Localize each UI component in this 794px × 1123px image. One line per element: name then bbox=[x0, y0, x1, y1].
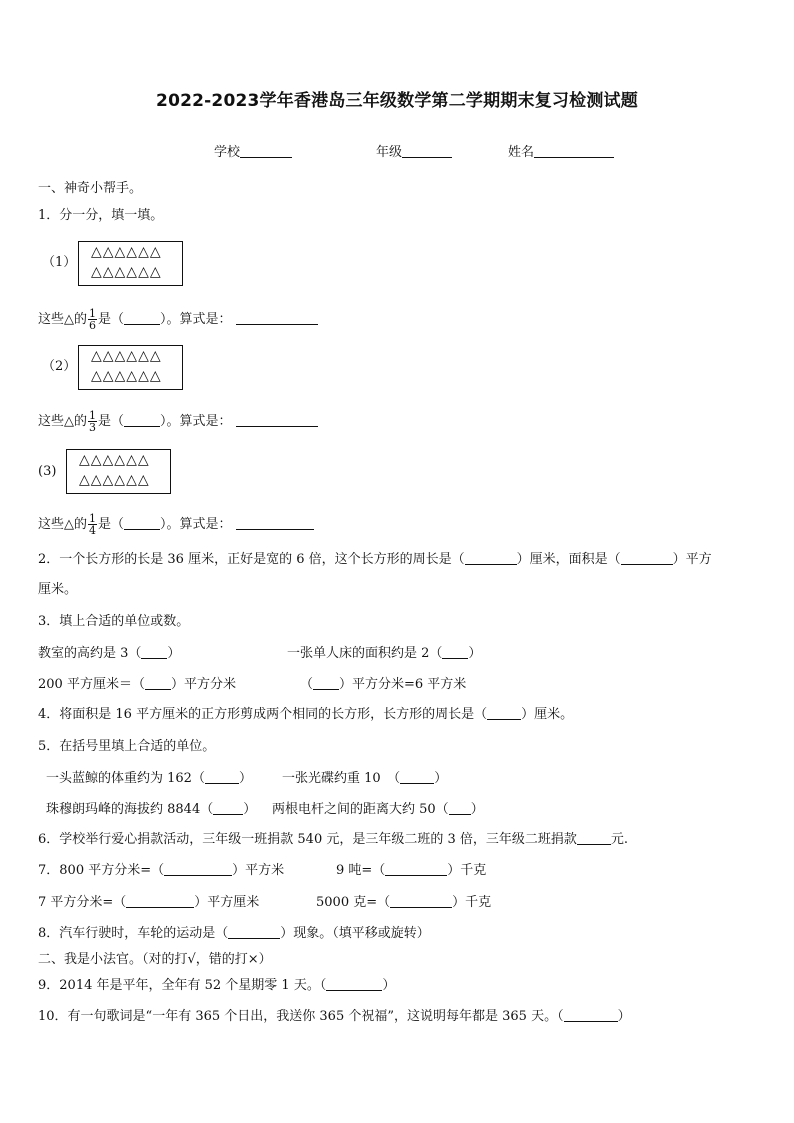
q5-b2-end: ） bbox=[470, 802, 484, 817]
answer-blank[interactable] bbox=[385, 863, 447, 876]
q2-line2: 厘米。 bbox=[38, 582, 78, 597]
section2-heading: 二、我是小法官。（对的打√，错的打×） bbox=[38, 952, 272, 967]
q7-b1-text: 7 平方分米=（ bbox=[38, 895, 127, 910]
grade-blank[interactable] bbox=[402, 144, 452, 158]
q5-item-b1 bbox=[46, 801, 256, 819]
q3-stem: 3．填上合适的单位或数。 bbox=[38, 614, 190, 629]
answer-blank[interactable] bbox=[228, 926, 280, 939]
school-label: 学校 bbox=[214, 145, 241, 160]
q7-item-b1 bbox=[38, 894, 259, 912]
q5-a1-text: 一头蓝鲸的体重约为 162（ bbox=[46, 771, 205, 786]
fraction-denominator: 4 bbox=[89, 524, 96, 537]
q5-stem: 5．在括号里填上合适的单位。 bbox=[38, 739, 216, 754]
answer-blank[interactable] bbox=[400, 771, 434, 784]
q1-part1-label: （1） bbox=[42, 255, 77, 270]
answer-blank[interactable] bbox=[126, 895, 194, 908]
q7-item-a2 bbox=[336, 862, 486, 880]
answer-blank[interactable] bbox=[141, 646, 167, 659]
q5-item-b2 bbox=[272, 801, 484, 819]
answer-blank[interactable] bbox=[564, 1009, 618, 1022]
triangle-box-3 bbox=[66, 449, 171, 494]
answer-blank[interactable] bbox=[449, 802, 471, 815]
q9 bbox=[38, 977, 395, 995]
q10 bbox=[38, 1008, 631, 1026]
answer-blank[interactable] bbox=[442, 646, 468, 659]
fraction bbox=[88, 410, 97, 433]
q7-a2-end: ）千克 bbox=[447, 863, 487, 878]
q2-text-c: ）平方 bbox=[672, 552, 712, 567]
q8 bbox=[38, 925, 430, 943]
answer-blank[interactable] bbox=[124, 517, 160, 530]
name-field bbox=[508, 141, 614, 160]
q3-b1-text: 200 平方厘米＝（ bbox=[38, 677, 145, 692]
grade-field bbox=[376, 141, 452, 160]
q-after: ）。算式是： bbox=[160, 312, 232, 327]
triangle-box-2 bbox=[78, 345, 183, 390]
q8-text-b: ）现象。（填平移或旋转） bbox=[280, 926, 430, 941]
answer-blank[interactable] bbox=[577, 832, 611, 845]
q5-item-a2 bbox=[282, 770, 447, 788]
q8-text-a: 8．汽车行驶时，车轮的运动是（ bbox=[38, 926, 229, 941]
fraction bbox=[88, 513, 97, 536]
answer-blank[interactable] bbox=[124, 414, 160, 427]
school-field bbox=[214, 141, 292, 160]
fraction-denominator: 3 bbox=[89, 421, 96, 434]
q3-a2-text: 一张单人床的面积约是 2（ bbox=[287, 646, 443, 661]
q1-stem: 1．分一分，填一填。 bbox=[38, 208, 164, 223]
q10-text-b: ） bbox=[617, 1009, 631, 1024]
answer-blank[interactable] bbox=[124, 312, 160, 325]
formula-blank[interactable] bbox=[236, 414, 318, 427]
q3-a1-text: 教室的高约是 3（ bbox=[38, 646, 142, 661]
q7-a1-end: ）平方米 bbox=[232, 863, 285, 878]
fraction-denominator: 6 bbox=[89, 319, 96, 332]
area-blank[interactable] bbox=[621, 552, 673, 565]
q9-text-b: ） bbox=[382, 978, 396, 993]
q7-item-a1 bbox=[38, 862, 284, 880]
q-mid: 是（ bbox=[98, 517, 125, 532]
q6-text-a: 6．学校举行爱心捐款活动，三年级一班捐款 540 元，是三年级二班的 3 倍，三年级二班捐款 bbox=[38, 832, 577, 847]
q3-item-a1 bbox=[38, 645, 180, 663]
q-after: ）。算式是： bbox=[160, 414, 232, 429]
triangle-row: △△△△△△ bbox=[91, 348, 162, 364]
answer-blank[interactable] bbox=[487, 707, 521, 720]
triangle-box-1 bbox=[78, 241, 183, 286]
q4-text-a: 4．将面积是 16 平方厘米的正方形剪成两个相同的长方形，长方形的周长是（ bbox=[38, 707, 488, 722]
answer-blank[interactable] bbox=[313, 677, 339, 690]
q7-b1-end: ）平方厘米 bbox=[194, 895, 260, 910]
q6 bbox=[38, 831, 628, 849]
q1-part3-question bbox=[38, 513, 314, 536]
q3-item-b2 bbox=[300, 676, 466, 694]
triangle-row: △△△△△△ bbox=[79, 452, 150, 468]
q5-b2-text: 两根电杆之间的距离大约 50（ bbox=[272, 802, 449, 817]
page-title: 2022-2023学年香港岛三年级数学第二学期期末复习检测试题 bbox=[156, 91, 638, 111]
triangle-row: △△△△△△ bbox=[91, 264, 162, 280]
fraction bbox=[88, 308, 97, 331]
q4 bbox=[38, 706, 573, 724]
q1-part2-label: （2） bbox=[42, 359, 77, 374]
q-prefix: 这些△的 bbox=[38, 517, 87, 532]
q2-text-b: ）厘米，面积是（ bbox=[516, 552, 621, 567]
q5-a1-end: ） bbox=[238, 771, 252, 786]
formula-blank[interactable] bbox=[236, 517, 314, 530]
q1-part2-question bbox=[38, 410, 318, 433]
q6-text-b: 元. bbox=[610, 832, 629, 847]
q3-item-b1 bbox=[38, 676, 236, 694]
q3-item-a2 bbox=[287, 645, 481, 663]
answer-blank[interactable] bbox=[205, 771, 239, 784]
q2-line1 bbox=[38, 551, 712, 569]
q5-a2-text: 一张光碟约重 10 （ bbox=[282, 771, 401, 786]
q10-text-a: 10．有一句歌词是“一年有 365 个日出，我送你 365 个祝福”，这说明每年都是 365 天。（ bbox=[38, 1009, 564, 1024]
triangle-row: △△△△△△ bbox=[79, 472, 150, 488]
answer-blank[interactable] bbox=[164, 863, 232, 876]
q7-item-b2 bbox=[316, 894, 491, 912]
q5-b1-text: 珠穆朗玛峰的海拔约 8844（ bbox=[46, 802, 214, 817]
q3-b2-end: ）平方分米=6 平方米 bbox=[339, 677, 467, 692]
answer-blank[interactable] bbox=[390, 895, 452, 908]
name-blank[interactable] bbox=[534, 144, 614, 158]
q-prefix: 这些△的 bbox=[38, 312, 87, 327]
q7-b2-end: ）千克 bbox=[452, 895, 492, 910]
fraction-numerator: 1 bbox=[89, 512, 96, 525]
q5-a2-end: ） bbox=[434, 771, 448, 786]
school-blank[interactable] bbox=[240, 144, 292, 158]
answer-blank[interactable] bbox=[213, 802, 243, 815]
q3-a2-end: ） bbox=[468, 646, 482, 661]
section1-heading: 一、神奇小帮手。 bbox=[38, 181, 143, 196]
q5-item-a1 bbox=[46, 770, 252, 788]
q7-a2-text: 9 吨=（ bbox=[336, 863, 386, 878]
q-mid: 是（ bbox=[98, 312, 125, 327]
answer-blank[interactable] bbox=[145, 677, 171, 690]
q2-text-a: 2．一个长方形的长是 36 厘米，正好是宽的 6 倍，这个长方形的周长是（ bbox=[38, 552, 465, 567]
triangle-row: △△△△△△ bbox=[91, 244, 162, 260]
answer-blank[interactable] bbox=[326, 978, 382, 991]
q5-b1-end: ） bbox=[243, 802, 257, 817]
q7-b2-text: 5000 克=（ bbox=[316, 895, 391, 910]
fraction-numerator: 1 bbox=[89, 409, 96, 422]
q1-part1-question bbox=[38, 308, 318, 331]
q-after: ）。算式是： bbox=[160, 517, 232, 532]
triangle-row: △△△△△△ bbox=[91, 368, 162, 384]
q3-b1-end: ）平方分米 bbox=[170, 677, 236, 692]
fraction-numerator: 1 bbox=[89, 307, 96, 320]
q1-part3-label: (3) bbox=[38, 464, 57, 479]
q4-text-b: ）厘米。 bbox=[521, 707, 574, 722]
q3-a1-end: ） bbox=[167, 646, 181, 661]
q-mid: 是（ bbox=[98, 414, 125, 429]
q3-b2-text: （ bbox=[300, 677, 314, 692]
q9-text-a: 9．2014 年是平年，全年有 52 个星期零 1 天。（ bbox=[38, 978, 327, 993]
q-prefix: 这些△的 bbox=[38, 414, 87, 429]
formula-blank[interactable] bbox=[236, 312, 318, 325]
q7-a1-text: 7．800 平方分米=（ bbox=[38, 863, 165, 878]
perimeter-blank[interactable] bbox=[465, 552, 517, 565]
name-label: 姓名 bbox=[508, 145, 535, 160]
grade-label: 年级 bbox=[376, 145, 403, 160]
